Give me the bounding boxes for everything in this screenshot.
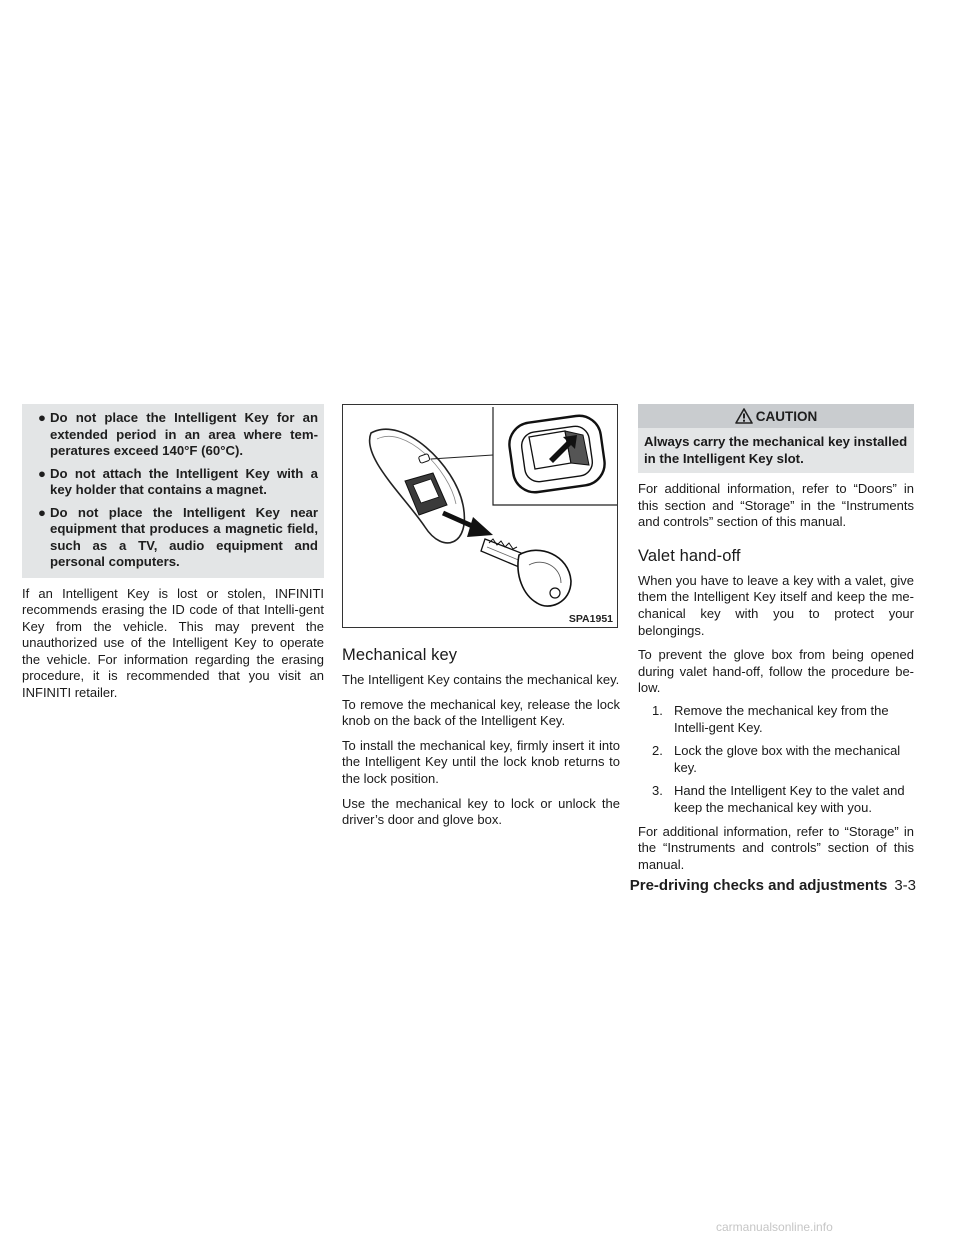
section-heading-valet-hand-off: Valet hand-off — [638, 546, 741, 565]
paragraph: When you have to leave a key with a valet, give them the Intelligent Key itself and keep the me-chanical key with you to protect your belongings. — [638, 572, 914, 638]
paragraph: Use the mechanical key to lock or unlock the driver’s door and glove box. — [342, 795, 620, 828]
page-footer — [620, 877, 916, 894]
caution-header — [638, 404, 914, 428]
paragraph: For additional information, refer to “Storage” in the “Instruments and controls” section of this manual. — [638, 823, 914, 872]
mechanical-key-figure — [342, 404, 618, 628]
paragraph: For additional information, refer to “Doors” in this section and “Storage” in the “Instruments and controls” section of this manual. — [638, 481, 914, 530]
warning-box — [22, 404, 324, 578]
section-heading-mechanical-key: Mechanical key — [342, 646, 458, 664]
lost-key-paragraph: If an Intelligent Key is lost or stolen, INFINITI recommends erasing the ID code of that Intelli-gent Key from the vehicle. This may prevent the unauthorized use of the Intelligent Key to operate the vehicle. For information regarding the erasing procedure, it is recommended that you visit an INFINITI retailer. — [22, 585, 324, 701]
page-number: 3-3 — [894, 877, 916, 894]
paragraph: The Intelligent Key contains the mechanical key. — [342, 672, 620, 687]
list-item: 2. Lock the glove box with the mechanical key. — [652, 743, 901, 775]
column-left — [22, 404, 324, 702]
bullet-icon: ● — [38, 410, 46, 425]
bullet-icon: ● — [38, 504, 46, 520]
list-item: 3. Hand the Intelligent Key to the valet and keep the mechanical key with you. — [652, 783, 905, 815]
watermark: carmanualsonline.info — [716, 1220, 833, 1234]
warning-item: ● Do not place the Intelligent Key for an extended period in an area where tem-peratures exceed 140°F (60°C). — [38, 410, 318, 458]
caution-text: Always carry the mechanical key installed in the Intelligent Key slot. — [644, 434, 908, 466]
bullet-icon: ● — [38, 465, 46, 481]
removal-arrow-icon — [467, 517, 493, 537]
key-head-shape — [518, 550, 571, 606]
key-illustration — [343, 405, 619, 629]
caution-box — [638, 404, 914, 473]
caution-title: CAUTION — [755, 408, 818, 424]
figure-label: SPA1951 — [568, 613, 613, 625]
paragraph: To prevent the glove box from being opened during valet hand-off, follow the procedure be-low. — [638, 647, 914, 696]
warning-triangle-icon — [735, 408, 753, 424]
warning-item: ● Do not place the Intelligent Key near equipment that produces a magnetic field, such as a TV, audio equipment and personal computers. — [38, 504, 318, 569]
paragraph: To install the mechanical key, firmly insert it into the Intelligent Key until the lock knob returns to the lock position. — [342, 737, 620, 786]
procedure-steps — [638, 703, 914, 817]
column-middle — [342, 404, 620, 829]
warning-item: ● Do not attach the Intelligent Key with a key holder that contains a magnet. — [38, 465, 318, 497]
paragraph: To remove the mechanical key, release the lock knob on the back of the Intelligent Key. — [342, 696, 620, 729]
list-item: 1. Remove the mechanical key from the Intelli-gent Key. — [652, 702, 889, 735]
column-right — [638, 404, 914, 873]
footer-section-title: Pre-driving checks and adjustments — [629, 877, 888, 894]
